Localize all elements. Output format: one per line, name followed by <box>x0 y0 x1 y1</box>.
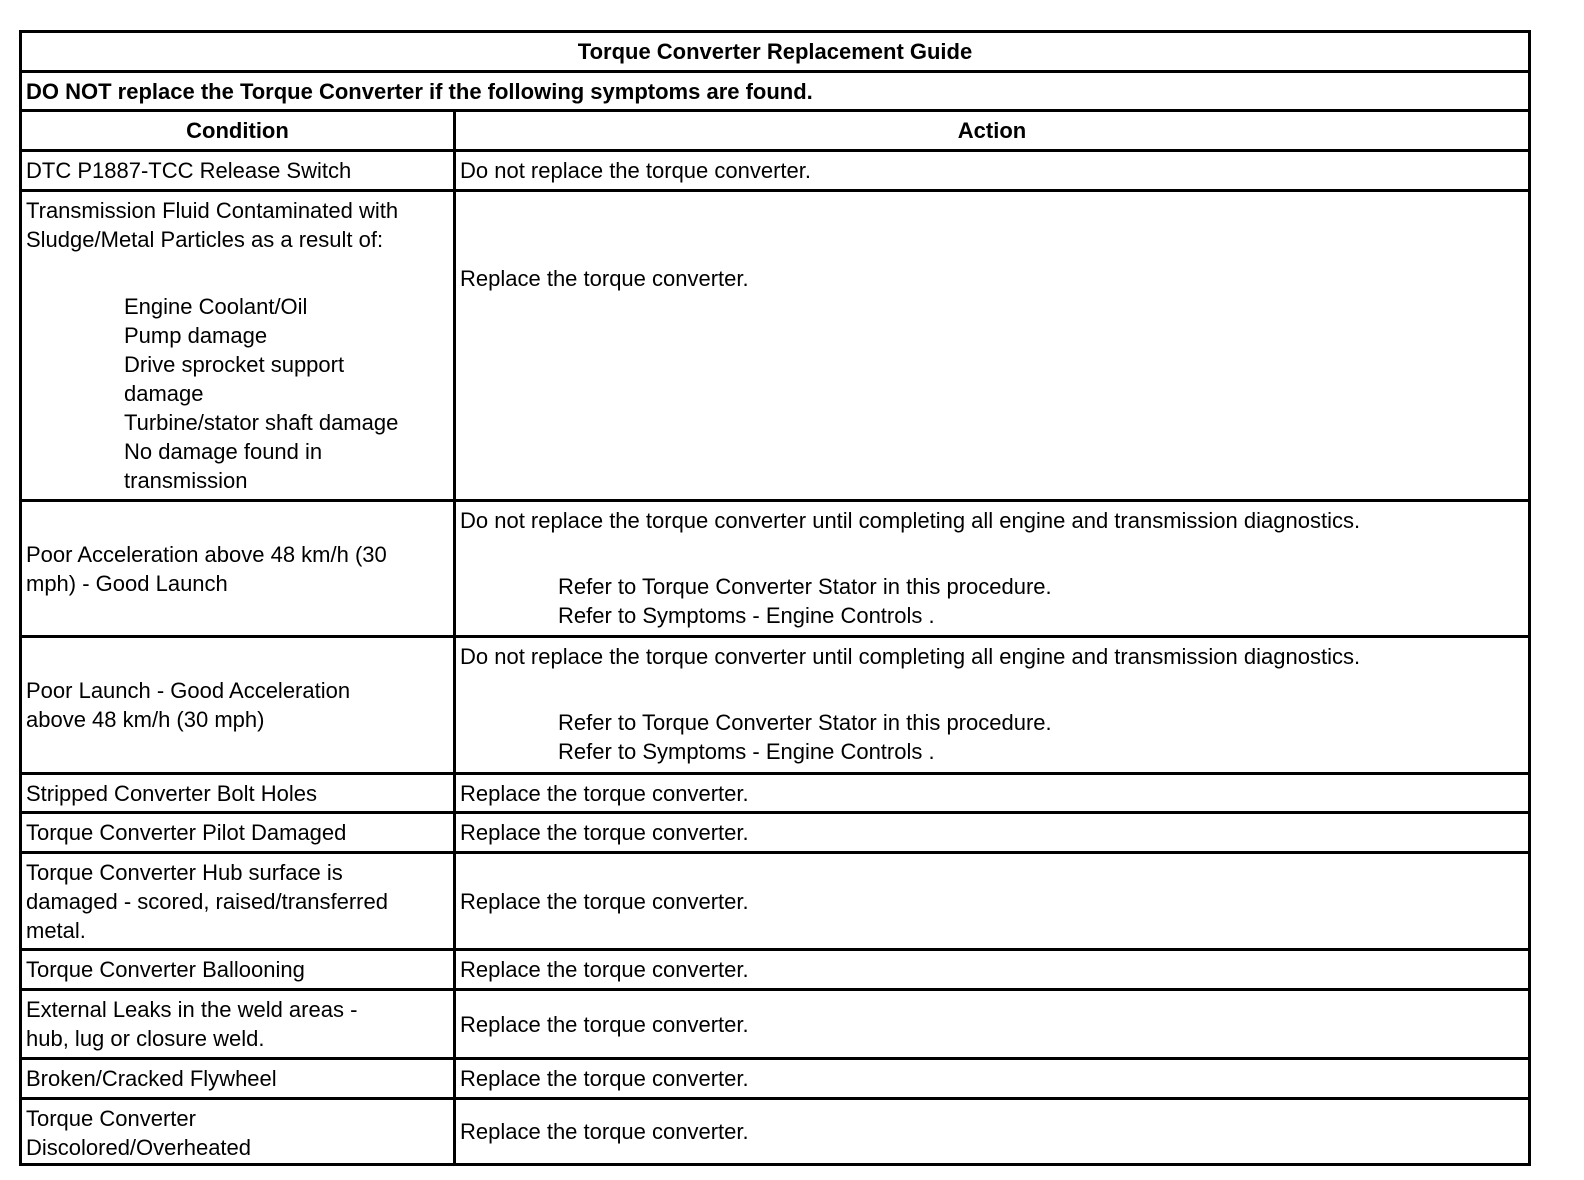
condition-list <box>26 292 449 495</box>
condition-text: Discolored/Overheated <box>26 1135 252 1160</box>
action-cell <box>456 775 1528 811</box>
condition-text: hub, lug or closure weld. <box>26 1026 265 1051</box>
action-cell <box>456 152 1528 189</box>
action-text: Replace the torque converter. <box>460 781 749 806</box>
action-cell <box>456 814 1528 851</box>
action-cell <box>456 1060 1528 1097</box>
action-list-item: Refer to Torque Converter Stator in this procedure. <box>558 574 1052 599</box>
condition-list-item: transmission <box>124 468 248 493</box>
action-cell <box>456 1100 1528 1163</box>
condition-cell <box>22 814 456 851</box>
condition-text: Torque Converter <box>26 1106 196 1131</box>
table-row <box>22 854 1528 951</box>
action-cell <box>456 502 1528 635</box>
condition-cell <box>22 991 456 1057</box>
table-title: Torque Converter Replacement Guide <box>577 39 973 64</box>
condition-cell <box>22 1060 456 1097</box>
action-text: Do not replace the torque converter until completing all engine and transmission diagnostics. <box>460 644 1361 669</box>
condition-text: Poor Acceleration above 48 km/h (30 <box>26 541 387 567</box>
warning-text: DO NOT replace the Torque Converter if the following symptoms are found. <box>26 79 813 104</box>
table-row <box>22 814 1528 854</box>
table-row <box>22 951 1528 991</box>
action-cell <box>456 638 1528 772</box>
condition-list-item: Pump damage <box>124 323 268 348</box>
condition-text: Torque Converter Hub surface is <box>26 860 343 885</box>
condition-text: DTC P1887-TCC Release Switch <box>26 158 352 183</box>
torque-converter-table <box>19 30 1531 1166</box>
action-header: Action <box>957 118 1027 143</box>
condition-text: damaged - scored, raised/transferred <box>26 889 388 914</box>
condition-text: Sludge/Metal Particles as a result of: <box>26 227 384 252</box>
table-row <box>22 502 1528 638</box>
action-cell <box>456 951 1528 988</box>
action-text: Replace the torque converter. <box>460 820 749 845</box>
table-row <box>22 152 1528 192</box>
action-cell <box>456 854 1528 948</box>
condition-list-item: Drive sprocket support <box>124 352 345 377</box>
table-row <box>22 775 1528 814</box>
action-list <box>460 572 1524 630</box>
condition-header: Condition <box>22 112 456 149</box>
action-text: Replace the torque converter. <box>460 1066 749 1091</box>
action-text: Replace the torque converter. <box>460 957 749 982</box>
action-cell <box>456 192 1528 499</box>
condition-cell <box>22 502 456 635</box>
table-row <box>22 638 1528 775</box>
table-row <box>22 192 1528 502</box>
condition-list-item: No damage found in <box>124 439 323 464</box>
condition-cell <box>22 854 456 948</box>
condition-text: mph) - Good Launch <box>26 570 228 596</box>
condition-cell <box>22 638 456 772</box>
condition-cell <box>22 775 456 811</box>
condition-list-item: damage <box>124 381 204 406</box>
action-list-item: Refer to Symptoms - Engine Controls . <box>558 603 935 628</box>
condition-cell <box>22 152 456 189</box>
action-text: Replace the torque converter. <box>460 1011 749 1037</box>
condition-cell <box>22 1100 456 1163</box>
condition-text: External Leaks in the weld areas - <box>26 997 358 1022</box>
warning-row <box>22 73 1528 112</box>
table-row <box>22 991 1528 1060</box>
condition-text: Torque Converter Ballooning <box>26 957 305 982</box>
condition-list-item: Turbine/stator shaft damage <box>124 410 399 435</box>
action-text: Do not replace the torque converter. <box>460 158 811 183</box>
condition-text: Torque Converter Pilot Damaged <box>26 820 347 845</box>
condition-text: Stripped Converter Bolt Holes <box>26 781 318 806</box>
action-list-item: Refer to Torque Converter Stator in this procedure. <box>558 710 1052 735</box>
table-row <box>22 1100 1528 1163</box>
action-list-item: Refer to Symptoms - Engine Controls . <box>558 739 935 764</box>
action-text: Replace the torque converter. <box>460 1119 749 1144</box>
header-row <box>22 112 1528 152</box>
condition-text: Poor Launch - Good Acceleration <box>26 678 351 703</box>
action-cell <box>456 991 1528 1057</box>
action-list <box>460 708 1524 766</box>
action-text: Do not replace the torque converter until completing all engine and transmission diagnostics. <box>460 508 1361 533</box>
condition-cell <box>22 192 456 499</box>
action-text: Replace the torque converter. <box>460 266 749 291</box>
condition-list-item: Engine Coolant/Oil <box>124 294 308 319</box>
condition-text: Transmission Fluid Contaminated with <box>26 198 399 223</box>
title-row <box>22 33 1528 73</box>
condition-text: above 48 km/h (30 mph) <box>26 707 265 732</box>
condition-text: metal. <box>26 918 86 943</box>
condition-cell <box>22 951 456 988</box>
action-text: Replace the torque converter. <box>460 888 749 914</box>
table-row <box>22 1060 1528 1100</box>
condition-text: Broken/Cracked Flywheel <box>26 1066 277 1091</box>
